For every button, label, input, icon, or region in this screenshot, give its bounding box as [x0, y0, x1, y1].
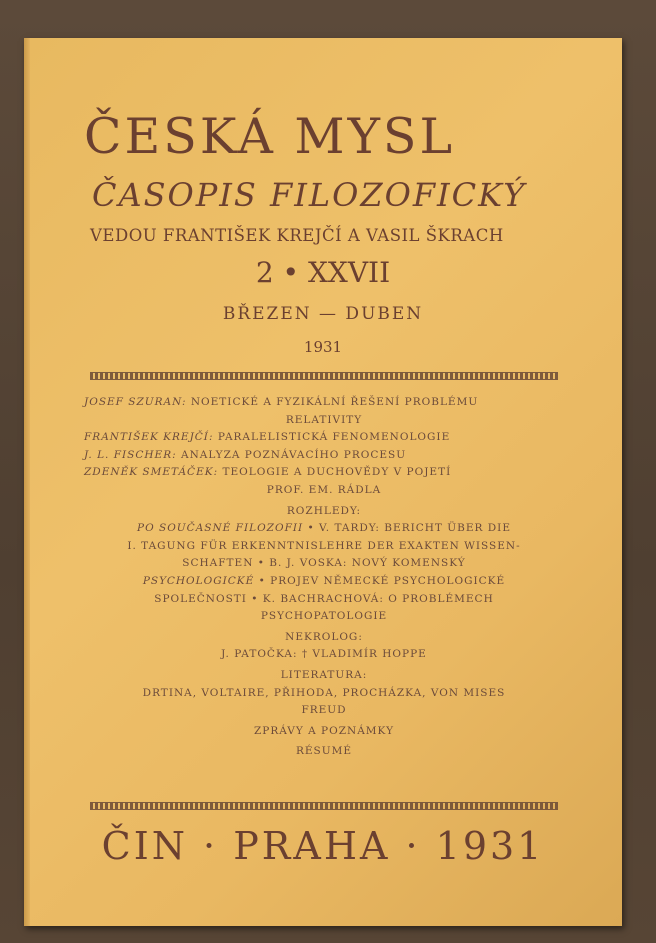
article-2-author: FRANTIŠEK KREJČÍ: — [84, 431, 214, 444]
rozhledy-line-6: PSYCHOPATOLOGIE — [260, 610, 388, 623]
rozhledy-line-1-text: • V. TARDY: BERICHT ÜBER DIE — [303, 522, 511, 535]
publisher-footer: ČIN · PRAHA · 1931 — [101, 824, 545, 868]
issue-number: 2 • XXVII — [255, 256, 391, 289]
ornamental-rule-bottom — [90, 802, 558, 810]
issue-months: BŘEZEN — DUBEN — [222, 304, 424, 324]
article-3-title: ANALYZA POZNÁVACÍHO PROCESU — [181, 448, 407, 461]
zpravy-heading: ZPRÁVY A POZNÁMKY — [253, 724, 395, 737]
magazine-cover — [24, 38, 622, 926]
journal-subtitle: ČASOPIS FILOZOFICKÝ — [92, 176, 527, 214]
rozhledy-line-4-text: • PROJEV NĚMECKÉ PSYCHOLOGICKÉ — [254, 574, 506, 587]
article-2-title: PARALELISTICKÁ FENOMENOLOGIE — [217, 431, 451, 444]
rozhledy-line-1-italic: PO SOUČASNÉ FILOZOFII — [137, 522, 304, 535]
article-1-title-cont: RELATIVITY — [285, 413, 363, 426]
rozhledy-line-5: SPOLEČNOSTI • K. BACHRACHOVÁ: O PROBLÉMECH — [154, 592, 494, 605]
issue-year: 1931 — [303, 338, 343, 356]
rozhledy-line-4-italic: PSYCHOLOGICKÉ — [142, 574, 255, 587]
rozhledy-line-1 — [84, 520, 564, 538]
article-3-author: J. L. FISCHER: — [84, 448, 177, 461]
article-1-author: JOSEF SZURAN: — [84, 396, 187, 408]
editors-line: VEDOU FRANTIŠEK KREJČÍ A VASIL ŠKRACH — [90, 226, 504, 245]
rozhledy-line-3: SCHAFTEN • B. J. VOSKA: NOVÝ KOMENSKÝ — [182, 557, 466, 570]
article-1-title: NOETICKÉ A FYZIKÁLNÍ ŘEŠENÍ PROBLÉMU — [190, 396, 479, 408]
article-3 — [84, 447, 564, 465]
rozhledy-line-4 — [84, 573, 564, 591]
literatura-line-2: FREUD — [301, 704, 347, 717]
article-1 — [84, 394, 564, 412]
literatura-heading: LITERATURA: — [280, 668, 368, 681]
article-4 — [84, 464, 564, 482]
table-of-contents — [84, 394, 564, 761]
rozhledy-heading: ROZHLEDY: — [286, 504, 362, 517]
article-4-title-cont: PROF. EM. RÁDLA — [266, 483, 382, 496]
nekrolog-heading: NEKROLOG: — [285, 630, 363, 643]
article-4-author: ZDENĚK SMETÁČEK: — [84, 466, 219, 479]
ornamental-rule-top — [90, 372, 558, 380]
journal-title: ČESKÁ MYSL — [84, 108, 456, 165]
article-4-title: TEOLOGIE A DUCHOVĚDY V POJETÍ — [222, 466, 452, 479]
article-2 — [84, 429, 564, 447]
nekrolog-line: J. PATOČKA: † VLADIMÍR HOPPE — [221, 648, 427, 661]
resume-heading: RÉSUMÉ — [295, 745, 353, 758]
rozhledy-line-2: I. TAGUNG FÜR ERKENNTNISLEHRE DER EXAKTEN WISSEN- — [127, 539, 521, 552]
literatura-line-1: DRTINA, VOLTAIRE, PŘIHODA, PROCHÁZKA, VON MISES — [142, 686, 506, 699]
